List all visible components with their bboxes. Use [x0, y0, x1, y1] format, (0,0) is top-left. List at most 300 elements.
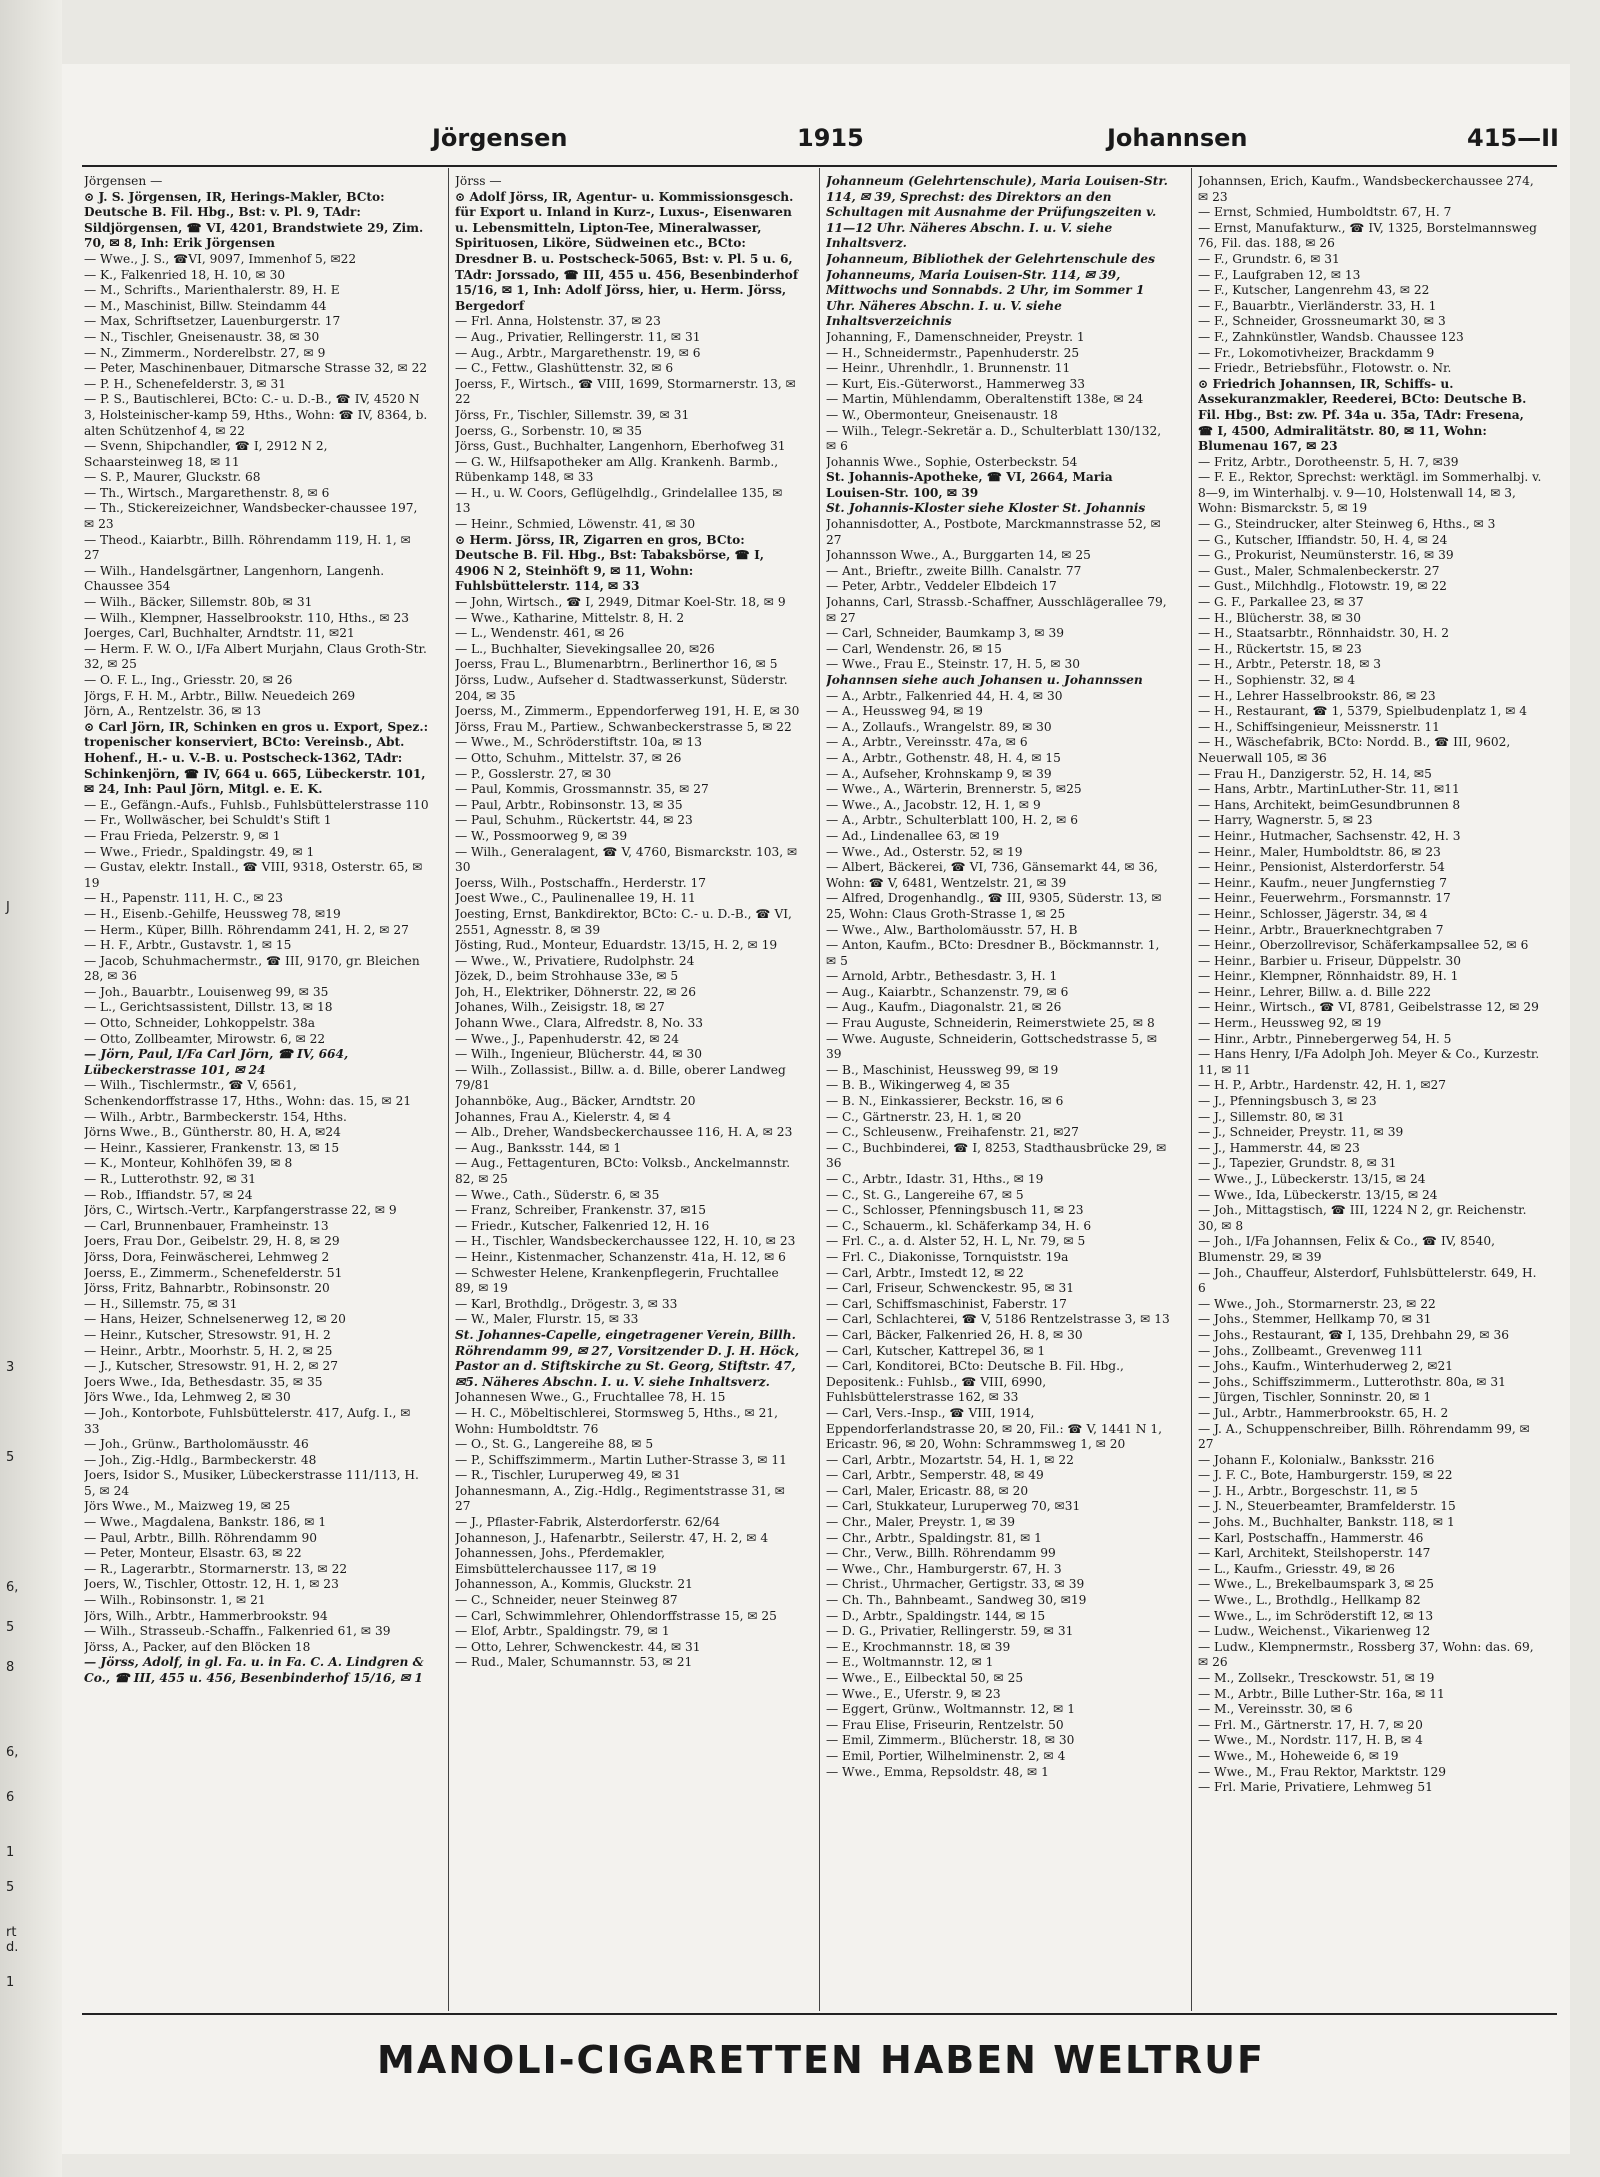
directory-entry: — C., Schleusenw., Freihafenstr. 21, ✉27 [826, 1125, 1079, 1140]
directory-entry: — Wilh., Generalagent, ☎ V, 4760, Bismarckstr. 103, ✉ 30 [455, 844, 798, 875]
directory-entry: — G., Steindrucker, alter Steinweg 6, Hths., ✉ 3 [1198, 517, 1496, 532]
directory-entry: — Otto, Schuhm., Mittelstr. 37, ✉ 26 [455, 750, 682, 765]
directory-entry: — E., Krochmannstr. 18, ✉ 39 [826, 1639, 1011, 1654]
directory-entry: — H. C., Möbeltischlerei, Stormsweg 5, Hths., ✉ 21, Wohn: Humboldtstr. 76 [455, 1405, 778, 1436]
directory-entry: — G. W., Hilfsapotheker am Allg. Krankenh. Barmb., Rübenkamp 148, ✉ 33 [455, 454, 779, 485]
directory-entry: — Jürgen, Tischler, Sonninstr. 20, ✉ 1 [1198, 1390, 1432, 1405]
directory-entry: — Friedr., Betriebsführ., Flotowstr. o. Nr. [1198, 361, 1452, 376]
directory-entry: ⊙ Herm. Jörss, IR, Zigarren en gros, BCto: Deutsche B. Fil. Hbg., Bst: Tabaksbörse, ☎ I, 4906 N 2, Steinhöft 9, ✉ 11, Wohn: Fuhlsbüttelerstr. 114, ✉ 33 [455, 532, 765, 594]
margin-glyph: 5 [6, 1880, 15, 1895]
directory-entry: — G., Kutscher, Iffiandstr. 50, H. 4, ✉ 24 [1198, 532, 1448, 547]
directory-entry: — Jacob, Schuhmachermstr., ☎ III, 9170, gr. Bleichen 28, ✉ 36 [84, 953, 420, 984]
directory-entry: — Karl, Postschaffn., Hammerstr. 46 [1198, 1530, 1424, 1545]
directory-entry: — Peter, Arbtr., Veddeler Elbdeich 17 [826, 579, 1057, 594]
directory-entry: — Kurt, Eis.-Güterworst., Hammerweg 33 [826, 376, 1086, 391]
directory-entry: — D. G., Privatier, Rellingerstr. 59, ✉ 31 [826, 1624, 1074, 1639]
directory-column-2 [455, 174, 800, 2009]
directory-entry: Joers, W., Tischler, Ottostr. 12, H. 1, ✉ 23 [84, 1577, 339, 1592]
directory-entry: — F., Bauarbtr., Vierländerstr. 33, H. 1 [1198, 298, 1437, 313]
directory-entry: Joest Wwe., C., Paulinenallee 19, H. 11 [455, 891, 696, 906]
directory-entry: — Joh., Grünw., Bartholomäusstr. 46 [84, 1437, 309, 1452]
directory-entry: — Otto, Zollbeamter, Mirowstr. 6, ✉ 22 [84, 1031, 326, 1046]
directory-entry: — Ad., Lindenallee 63, ✉ 19 [826, 828, 1000, 843]
directory-entry: — Emil, Portier, Wilhelminenstr. 2, ✉ 4 [826, 1748, 1066, 1763]
directory-entry: — R., Tischler, Luruperweg 49, ✉ 31 [455, 1468, 681, 1483]
directory-entry: — Heinr., Oberzollrevisor, Schäferkampsallee 52, ✉ 6 [1198, 938, 1529, 953]
directory-entry: — H. P., Arbtr., Hardenstr. 42, H. 1, ✉27 [1198, 1078, 1447, 1093]
directory-entry: — H., Lehrer Hasselbrookstr. 86, ✉ 23 [1198, 688, 1436, 703]
directory-entry: — Wilh., Handelsgärtner, Langenhorn, Langenh. Chaussee 354 [84, 563, 385, 594]
directory-entry: — H., Restaurant, ☎ 1, 5379, Spielbudenplatz 1, ✉ 4 [1198, 704, 1528, 719]
directory-entry: — Heinr., Feuerwehrm., Forsmannstr. 17 [1198, 891, 1451, 906]
directory-entry: — Wwe., M., Frau Rektor, Marktstr. 129 [1198, 1764, 1446, 1779]
directory-entry: — Aug., Arbtr., Margarethenstr. 19, ✉ 6 [455, 345, 701, 360]
directory-entry: — Wwe., W., Privatiere, Rudolphstr. 24 [455, 953, 695, 968]
margin-glyph: 6 [6, 1790, 15, 1805]
directory-entry: Joerss, F., Wirtsch., ☎ VIII, 1699, Stormarnerstr. 13, ✉ 22 [455, 376, 796, 407]
directory-entry: — Carl, Schlachterei, ☎ V, 5186 Rentzelstrasse 3, ✉ 13 [826, 1312, 1170, 1327]
directory-entry: Johann Wwe., Clara, Alfredstr. 8, No. 33 [455, 1016, 704, 1031]
directory-entry: — H., Staatsarbtr., Rönnhaidstr. 30, H. 2 [1198, 626, 1449, 641]
directory-entry: — G., Prokurist, Neumünsterstr. 16, ✉ 39 [1198, 548, 1454, 563]
directory-entry: — Elof, Arbtr., Spaldingstr. 79, ✉ 1 [455, 1624, 670, 1639]
directory-entry: — M., Maschinist, Billw. Steindamm 44 [84, 298, 327, 313]
directory-entry: — Wwe., J., Lübeckerstr. 13/15, ✉ 24 [1198, 1172, 1426, 1186]
directory-entry: — Carl, Konditorei, BCto: Deutsche B. Fil. Hbg., Depositenk.: Fuhlsb., ☎ VIII, 6990, Fuhlsbüttelerstrasse 162, ✉ 33 [826, 1359, 1124, 1405]
directory-entry: — Herm., Küper, Billh. Röhrendamm 241, H. 2, ✉ 27 [84, 922, 409, 937]
directory-entry: — Hinr., Arbtr., Pinnebergerweg 54, H. 5 [1198, 1031, 1452, 1046]
directory-entry: ⊙ J. S. Jörgensen, IR, Herings-Makler, BCto: Deutsche B. Fil. Hbg., Bst: v. Pl. 9, TAdr: Sildjörgensen, ☎ VI, 4201, Brandstwiete 29, Zim. 70, ✉ 8, Inh: Erik Jörgensen [84, 189, 424, 251]
directory-entry: — Wwe., M., Schröderstiftstr. 10a, ✉ 13 [455, 735, 702, 750]
directory-entry: — Carl, Arbtr., Semperstr. 48, ✉ 49 [826, 1468, 1044, 1483]
directory-entry: — Heinr., Maler, Humboldtstr. 86, ✉ 23 [1198, 844, 1441, 859]
directory-entry: Jörs Wwe., M., Maizweg 19, ✉ 25 [84, 1499, 291, 1514]
directory-entry: — C., Arbtr., Idastr. 31, Hths., ✉ 19 [826, 1172, 1044, 1186]
directory-entry: — Wwe., A., Jacobstr. 12, H. 1, ✉ 9 [826, 797, 1041, 812]
directory-entry: — Chr., Arbtr., Spaldingstr. 81, ✉ 1 [826, 1530, 1042, 1545]
directory-entry: — Wilh., Klempner, Hasselbrookstr. 110, Hths., ✉ 23 [84, 610, 409, 625]
directory-entry: — R., Lagerarbtr., Stormarnerstr. 13, ✉ 22 [84, 1561, 348, 1576]
directory-entry: — Paul, Arbtr., Robinsonstr. 13, ✉ 35 [455, 797, 683, 812]
directory-entry: — M., Arbtr., Bille Luther-Str. 16a, ✉ 11 [1198, 1686, 1445, 1701]
directory-entry: Jörss — [455, 174, 502, 188]
directory-entry: — N., Zimmerm., Norderelbstr. 27, ✉ 9 [84, 345, 326, 360]
directory-entry: — W., Maler, Flurstr. 15, ✉ 33 [455, 1312, 639, 1327]
directory-entry: — Wwe., Chr., Hamburgerstr. 67, H. 3 [826, 1561, 1062, 1576]
directory-entry: Johannesson, A., Kommis, Gluckstr. 21 [455, 1577, 693, 1592]
directory-entry: — Wilh., Zollassist., Billw. a. d. Bille, oberer Landweg 79/81 [455, 1062, 786, 1093]
directory-entry: — A., Arbtr., Falkenried 44, H. 4, ✉ 30 [826, 688, 1063, 703]
directory-entry: — Aug., Privatier, Rellingerstr. 11, ✉ 31 [455, 329, 701, 344]
directory-entry: — Johs., Stemmer, Hellkamp 70, ✉ 31 [1198, 1312, 1432, 1327]
directory-entry: — Ant., Brieftr., zweite Billh. Canalstr. 77 [826, 563, 1082, 578]
directory-entry: — Martin, Mühlendamm, Oberaltenstift 138e, ✉ 24 [826, 392, 1144, 407]
directory-entry: — J. H., Arbtr., Borgeschstr. 11, ✉ 5 [1198, 1483, 1418, 1498]
directory-entry: — M., Schrifts., Marienthalerstr. 89, H. E [84, 283, 340, 298]
directory-entry: — Wwe. Auguste, Schneiderin, Gottschedstrasse 5, ✉ 39 [826, 1031, 1158, 1062]
directory-entry: — Carl, Friseur, Schwenckestr. 95, ✉ 31 [826, 1281, 1075, 1296]
directory-entry: — A., Heussweg 94, ✉ 19 [826, 704, 983, 719]
directory-entry: — Th., Wirtsch., Margarethenstr. 8, ✉ 6 [84, 485, 330, 500]
directory-entry: — Wwe., J., Papenhuderstr. 42, ✉ 24 [455, 1031, 679, 1046]
directory-entry: — Aug., Fettagenturen, BCto: Volksb., Anckelmannstr. 82, ✉ 25 [455, 1156, 791, 1186]
directory-entry: — F. E., Rektor, Sprechst: werktägl. im Sommerhalbj. v. 8—9, im Winterhalbj. v. 9—10, Holstenwall 14, ✉ 3, Wohn: Bismarckstr. 5, ✉ 19 [1198, 470, 1542, 516]
directory-entry: — Carl, Schneider, Baumkamp 3, ✉ 39 [826, 626, 1064, 641]
directory-entry: — Ludw., Weichenst., Vikarienweg 12 [1198, 1624, 1431, 1639]
header-page-number: 415—II [1467, 124, 1559, 152]
page-header [82, 124, 1560, 162]
directory-entry: — P., Schiffszimmerm., Martin Luther-Strasse 3, ✉ 11 [455, 1452, 787, 1467]
directory-entry: — Wwe., L., im Schröderstift 12, ✉ 13 [1198, 1608, 1434, 1623]
directory-entry: Jörss, A., Packer, auf den Blöcken 18 [84, 1639, 311, 1654]
margin-glyph: 3 [6, 1360, 15, 1375]
directory-entry: — Carl, Brunnenbauer, Framheinstr. 13 [84, 1218, 329, 1233]
directory-entry: — Joh., Zig.-Hdlg., Barmbeckerstr. 48 [84, 1452, 317, 1467]
directory-entry: — H., Tischler, Wandsbeckerchaussee 122, H. 10, ✉ 23 [455, 1234, 796, 1249]
directory-entry: Joerss, M., Zimmerm., Eppendorferweg 191, H. E, ✉ 30 [455, 704, 800, 719]
directory-entry: Joerss, G., Sorbenstr. 10, ✉ 35 [455, 423, 643, 438]
directory-entry: — Heinr., Pensionist, Alsterdorferstr. 54 [1198, 860, 1445, 875]
directory-entry: — E., Woltmannstr. 12, ✉ 1 [826, 1655, 994, 1670]
directory-entry: — Carl, Bäcker, Falkenried 26, H. 8, ✉ 30 [826, 1327, 1083, 1342]
directory-entry: — Herm., Heussweg 92, ✉ 19 [1198, 1016, 1382, 1031]
directory-entry: — Theod., Kaiarbtr., Billh. Röhrendamm 119, H. 1, ✉ 27 [84, 532, 411, 563]
directory-entry: — Wwe., Ida, Lübeckerstr. 13/15, ✉ 24 [1198, 1187, 1438, 1202]
directory-entry: — H., Rückertstr. 15, ✉ 23 [1198, 641, 1362, 656]
directory-entry: — Carl, Vers.-Insp., ☎ VIII, 1914, Eppendorferlandstrasse 20, ✉ 20, Fil.: ☎ V, 1441 N 1, Ericastr. 96, ✉ 20, Wohn: Schrammsweg 1, ✉ 20 [826, 1405, 1162, 1452]
directory-entry: — C., Buchbinderei, ☎ I, 8253, Stadthausbrücke 29, ✉ 36 [826, 1140, 1167, 1171]
directory-entry: Jörns Wwe., B., Güntherstr. 80, H. A, ✉24 [84, 1125, 341, 1140]
directory-entry: Jörss, Frau M., Partiew., Schwanbeckerstrasse 5, ✉ 22 [455, 719, 792, 734]
directory-entry: — Heinr., Wirtsch., ☎ VI, 8781, Geibelstrasse 12, ✉ 29 [1198, 1000, 1539, 1015]
directory-entry: Johanns, Carl, Strassb.-Schaffner, Ausschlägerallee 79, ✉ 27 [826, 595, 1167, 625]
directory-entry: Jörss, Dora, Feinwäscherei, Lehmweg 2 [84, 1249, 330, 1264]
directory-entry: — H., Wäschefabrik, BCto: Nordd. B., ☎ III, 9602, Neuerwall 105, ✉ 36 [1198, 735, 1511, 765]
directory-entry: Johanneum (Gelehrtenschule), Maria Louisen-Str. 114, ✉ 39, Sprechst: des Direktors an den Schultagen mit Ausnahme der Prüfungszeiten v. 11—12 Uhr. Näheres Abschn. I. u. V. siehe Inhaltsverz. [826, 174, 1168, 251]
directory-entry: Johanneum, Bibliothek der Gelehrtenschule des Johanneums, Maria Louisen-Str. 114, ✉ 39, Mittwochs und Sonnabds. 2 Uhr, im Sommer 1 Uhr. Näheres Abschn. I. u. V. siehe Inhaltsverzeichnis [826, 251, 1155, 329]
directory-entry: Jörs Wwe., Ida, Lehmweg 2, ✉ 30 [84, 1390, 291, 1405]
directory-entry: — Wwe., J. S., ☎VI, 9097, Immenhof 5, ✉22 [84, 251, 357, 266]
directory-entry: — Paul, Kommis, Grossmannstr. 35, ✉ 27 [455, 782, 709, 797]
directory-entry: — Heinr., Schlosser, Jägerstr. 34, ✉ 4 [1198, 906, 1428, 921]
directory-entry: — Aug., Kaiarbtr., Schanzenstr. 79, ✉ 6 [826, 984, 1069, 999]
directory-entry: — Albert, Bäckerei, ☎ VI, 736, Gänsemarkt 44, ✉ 36, Wohn: ☎ V, 6481, Wentzelstr. 21, ✉ 39 [826, 860, 1158, 890]
directory-entry: — Joh., Mittagstisch, ☎ III, 1224 N 2, gr. Reichenstr. 30, ✉ 8 [1198, 1203, 1527, 1233]
directory-entry: — Heinr., Arbtr., Brauerknechtgraben 7 [1198, 922, 1444, 937]
directory-entry: — Ch. Th., Bahnbeamt., Sandweg 30, ✉19 [826, 1593, 1087, 1608]
directory-entry: — A., Arbtr., Schulterblatt 100, H. 2, ✉ 6 [826, 813, 1078, 828]
directory-entry: ⊙ Adolf Jörss, IR, Agentur- u. Kommissionsgesch. für Export u. Inland in Kurz-, Luxus-, Eisenwaren u. Lebensmitteln, Lipton-Tee, Mineralwasser, Spirituosen, Liköre, Südweinen etc., BCto: Dresdner B. u. Postscheck-5065, Bst: v. Pl. 5 u. 6, TAdr: Jorssado, ☎ III, 455 u. 456, Besenbinderhof 15/16, ✉ 1, Inh: Adolf Jörss, hier, u. Herm. Jörss, Bergedorf [455, 189, 799, 313]
directory-entry: — L., Buchhalter, Sievekingsallee 20, ✉26 [455, 641, 715, 656]
directory-entry: Johannesen Wwe., G., Fruchtallee 78, H. 15 [455, 1390, 726, 1405]
directory-entry: — C., Gärtnerstr. 23, H. 1, ✉ 20 [826, 1109, 1022, 1124]
header-rule [82, 165, 1557, 167]
directory-entry: Johannböke, Aug., Bäcker, Arndtstr. 20 [455, 1094, 696, 1109]
directory-entry: — C., Schlosser, Pfenningsbusch 11, ✉ 23 [826, 1203, 1084, 1218]
directory-entry: — Wilh., Robinsonstr. 1, ✉ 21 [84, 1593, 266, 1608]
directory-entry: — A., Zollaufs., Wrangelstr. 89, ✉ 30 [826, 719, 1052, 734]
directory-entry: — Christ., Uhrmacher, Gertigstr. 33, ✉ 39 [826, 1577, 1085, 1592]
directory-entry: — Johs. M., Buchhalter, Bankstr. 118, ✉ 1 [1198, 1515, 1455, 1530]
directory-entry: Johanneson, J., Hafenarbtr., Seilerstr. 47, H. 2, ✉ 4 [455, 1530, 769, 1545]
directory-entry: — H., Eisenb.-Gehilfe, Heussweg 78, ✉19 [84, 906, 341, 921]
directory-entry: — Joh., Chauffeur, Alsterdorf, Fuhlsbüttelerstr. 649, H. 6 [1198, 1265, 1537, 1296]
header-left-name: Jörgensen [432, 124, 568, 152]
directory-entry: — Johs., Zollbeamt., Grevenweg 111 [1198, 1343, 1424, 1358]
directory-entry: — O. F. L., Ing., Griesstr. 20, ✉ 26 [84, 673, 293, 687]
directory-entry: Jörss, Fr., Tischler, Sillemstr. 39, ✉ 31 [455, 407, 690, 422]
directory-entry: — Hans Henry, I/Fa Adolph Joh. Meyer & Co., Kurzestr. 11, ✉ 11 [1198, 1047, 1540, 1077]
directory-entry: Jörgs, F. H. M., Arbtr., Billw. Neuedeich 269 [84, 688, 356, 703]
directory-entry: — Heinr., Uhrenhdlr., 1. Brunnenstr. 11 [826, 361, 1071, 376]
directory-entry: Johannes, Frau A., Kielerstr. 4, ✉ 4 [455, 1109, 671, 1124]
directory-entry: — J., Sillemstr. 80, ✉ 31 [1198, 1109, 1345, 1124]
directory-entry: — Wwe., Frau E., Steinstr. 17, H. 5, ✉ 30 [826, 657, 1080, 672]
directory-entry: — A., Arbtr., Gothenstr. 48, H. 4, ✉ 15 [826, 750, 1061, 765]
directory-entry: — H., Arbtr., Peterstr. 18, ✉ 3 [1198, 657, 1382, 672]
directory-entry: — Aug., Kaufm., Diagonalstr. 21, ✉ 26 [826, 1000, 1062, 1015]
directory-entry: — P., Gosslerstr. 27, ✉ 30 [455, 766, 612, 781]
directory-entry: Joers, Isidor S., Musiker, Lübeckerstrasse 111/113, H. 5, ✉ 24 [84, 1468, 419, 1498]
directory-entry: Jörs, C., Wirtsch.-Vertr., Karpfangerstrasse 22, ✉ 9 [84, 1203, 397, 1218]
directory-entry: — Otto, Lehrer, Schwenckestr. 44, ✉ 31 [455, 1639, 701, 1654]
directory-entry: — Jörss, Adolf, in gl. Fa. u. in Fa. C. A. Lindgren & Co., ☎ III, 455 u. 456, Besenbinderhof 15/16, ✉ 1 [84, 1655, 424, 1685]
directory-entry: — Gust., Maler, Schmalenbeckerstr. 27 [1198, 563, 1440, 578]
directory-entry: — Frl. Marie, Privatiere, Lehmweg 51 [1198, 1780, 1433, 1795]
directory-entry: — H., Sophienstr. 32, ✉ 4 [1198, 673, 1356, 687]
directory-entry: — Joh., I/Fa Johannsen, Felix & Co., ☎ IV, 8540, Blumenstr. 29, ✉ 39 [1198, 1234, 1496, 1264]
directory-entry: — Wilh., Tischlermstr., ☎ V, 6561, Schenkendorffstrasse 17, Hths., Wohn: das. 15, ✉ 21 [84, 1078, 412, 1109]
directory-entry: — J. A., Schuppenschreiber, Billh. Röhrendamm 99, ✉ 27 [1198, 1421, 1530, 1452]
directory-entry: — Wilh., Strasseub.-Schaffn., Falkenried 61, ✉ 39 [84, 1624, 391, 1639]
directory-entry: — J., Kutscher, Stresowstr. 91, H. 2, ✉ 27 [84, 1359, 339, 1374]
directory-entry: — Anton, Kaufm., BCto: Dresdner B., Böckmannstr. 1, ✉ 5 [826, 938, 1160, 968]
directory-entry: — M., Vereinsstr. 30, ✉ 6 [1198, 1702, 1353, 1717]
directory-entry: Jörgensen — [84, 174, 163, 188]
margin-glyph: d. [6, 1940, 19, 1955]
directory-entry: — Wilh., Arbtr., Barmbeckerstr. 154, Hths. [84, 1109, 347, 1124]
directory-entry: — Frl. M., Gärtnerstr. 17, H. 7, ✉ 20 [1198, 1717, 1423, 1732]
directory-entry: — Hans, Architekt, beimGesundbrunnen 8 [1198, 797, 1461, 812]
directory-entry: — Heinr., Kutscher, Stresowstr. 91, H. 2 [84, 1327, 331, 1342]
directory-entry: Joerss, Frau L., Blumenarbtrn., Berlinerthor 16, ✉ 5 [455, 657, 778, 672]
directory-entry: St. Johannis-Kloster siehe Kloster St. Johannis [826, 501, 1146, 516]
directory-entry: — L., Wendenstr. 461, ✉ 26 [455, 626, 625, 641]
directory-entry: — Wilh., Telegr.-Sekretär a. D., Schulterblatt 130/132, ✉ 6 [826, 423, 1162, 454]
directory-entry: — Arnold, Arbtr., Bethesdastr. 3, H. 1 [826, 969, 1058, 984]
directory-entry: — Johs., Restaurant, ☎ I, 135, Drehbahn 29, ✉ 36 [1198, 1327, 1510, 1342]
directory-entry: — Ernst, Manufakturw., ☎ IV, 1325, Borstelmannsweg 76, Fil. das. 188, ✉ 26 [1198, 220, 1537, 251]
directory-entry: — Frau Auguste, Schneiderin, Reimerstwiete 25, ✉ 8 [826, 1016, 1155, 1031]
directory-entry: — F., Grundstr. 6, ✉ 31 [1198, 251, 1340, 266]
directory-entry: — Carl, Stukkateur, Luruperweg 70, ✉31 [826, 1499, 1081, 1514]
directory-entry: — Wwe., Cath., Süderstr. 6, ✉ 35 [455, 1187, 660, 1202]
directory-entry: — Heinr., Lehrer, Billw. a. d. Bille 222 [1198, 984, 1432, 999]
directory-entry: — Peter, Maschinenbauer, Ditmarsche Strasse 32, ✉ 22 [84, 361, 428, 376]
directory-entry: — B. N., Einkassierer, Beckstr. 16, ✉ 6 [826, 1094, 1064, 1109]
directory-entry: — S. P., Maurer, Gluckstr. 68 [84, 470, 261, 485]
directory-entry: — Heinr., Arbtr., Moorhstr. 5, H. 2, ✉ 25 [84, 1343, 333, 1358]
directory-entry: — Ludw., Klempnermstr., Rossberg 37, Wohn: das. 69, ✉ 26 [1198, 1639, 1534, 1670]
directory-entry: — Carl, Kutscher, Kattrepel 36, ✉ 1 [826, 1343, 1046, 1358]
directory-entry: — J., Pflaster-Fabrik, Alsterdorferstr. 62/64 [455, 1515, 720, 1530]
directory-entry: — W., Possmoorweg 9, ✉ 39 [455, 828, 628, 843]
directory-entry: — N., Tischler, Gneisenaustr. 38, ✉ 30 [84, 329, 320, 344]
directory-entry: Joerss, E., Zimmerm., Schenefelderstr. 51 [84, 1265, 343, 1280]
directory-entry: — R., Lutterothstr. 92, ✉ 31 [84, 1172, 256, 1186]
directory-entry: Johanning, F., Damenschneider, Preystr. 1 [826, 329, 1085, 344]
directory-entry: — H., u. W. Coors, Geflügelhdlg., Grindelallee 135, ✉ 13 [455, 485, 783, 516]
directory-entry: — Eggert, Grünw., Woltmannstr. 12, ✉ 1 [826, 1702, 1075, 1717]
directory-entry: — Frl. Anna, Holstenstr. 37, ✉ 23 [455, 314, 661, 329]
directory-entry: — Svenn, Shipchandler, ☎ I, 2912 N 2, Schaarsteinweg 18, ✉ 11 [84, 439, 328, 469]
directory-entry: — Wilh., Ingenieur, Blücherstr. 44, ✉ 30 [455, 1047, 703, 1062]
directory-entry: — Heinr., Kassierer, Frankenstr. 13, ✉ 15 [84, 1140, 340, 1155]
directory-entry: Johanes, Wilh., Zeisigstr. 18, ✉ 27 [455, 1000, 665, 1015]
directory-column-3 [826, 174, 1171, 2009]
directory-entry: — Franz, Schreiber, Frankenstr. 37, ✉15 [455, 1203, 707, 1218]
directory-entry: — C., Fettw., Glashüttenstr. 32, ✉ 6 [455, 361, 674, 376]
directory-entry: — Ernst, Schmied, Humboldtstr. 67, H. 7 [1198, 205, 1452, 220]
directory-entry: — Paul, Schuhm., Rückertstr. 44, ✉ 23 [455, 813, 693, 828]
directory-entry: — Carl, Arbtr., Mozartstr. 54, H. 1, ✉ 22 [826, 1452, 1074, 1467]
directory-entry: — Aug., Banksstr. 144, ✉ 1 [455, 1140, 622, 1155]
directory-entry: — Gust., Milchhdlg., Flotowstr. 19, ✉ 22 [1198, 579, 1447, 594]
directory-entry: Jörss, Gust., Buchhalter, Langenhorn, Eberhofweg 31 [455, 439, 786, 454]
directory-entry: — Carl, Schiffsmaschinist, Faberstr. 17 [826, 1296, 1067, 1311]
footer-rule [82, 2013, 1557, 2015]
directory-entry: — Wwe., Friedr., Spaldingstr. 49, ✉ 1 [84, 844, 315, 859]
directory-entry: — Peter, Monteur, Elsastr. 63, ✉ 22 [84, 1546, 302, 1561]
directory-entry: — Wilh., Bäcker, Sillemstr. 80b, ✉ 31 [84, 595, 313, 610]
directory-entry: Johannesmann, A., Zig.-Hdlg., Regimentstrasse 31, ✉ 27 [455, 1483, 786, 1514]
margin-glyph: 5 [6, 1450, 15, 1465]
directory-entry: — Fritz, Arbtr., Dorotheenstr. 5, H. 7, ✉39 [1198, 454, 1459, 469]
directory-entry: Jösting, Rud., Monteur, Eduardstr. 13/15, H. 2, ✉ 19 [455, 938, 778, 953]
directory-entry: — Johs., Kaufm., Winterhuderweg 2, ✉21 [1198, 1359, 1453, 1374]
column-divider [448, 168, 449, 2011]
directory-entry: — P. H., Schenefelderstr. 3, ✉ 31 [84, 376, 287, 391]
directory-entry: — F., Laufgraben 12, ✉ 13 [1198, 267, 1361, 282]
directory-entry: ⊙ Friedrich Johannsen, IR, Schiffs- u. Assekuranzmakler, Reederei, BCto: Deutsche B. Fil. Hbg., Bst: zw. Pf. 34a u. 35a, TAdr: Fresena, ☎ I, 4500, Admiralitätstr. 80, ✉ 11, Wohn: Blumenau 167, ✉ 23 [1198, 376, 1527, 454]
directory-entry: — P. S., Bautischlerei, BCto: C.- u. D.-B., ☎ IV, 4520 N 3, Holsteinischer-kamp 59, Hths., Wohn: ☎ IV, 8364, b. alten Schützenhof 4, ✉ 22 [84, 392, 428, 438]
directory-entry: — John, Wirtsch., ☎ I, 2949, Ditmar Koel-Str. 18, ✉ 9 [455, 595, 786, 610]
directory-entry: — Carl, Maler, Ericastr. 88, ✉ 20 [826, 1483, 1029, 1498]
header-year: 1915 [797, 124, 864, 152]
directory-entry: — Chr., Maler, Preystr. 1, ✉ 39 [826, 1515, 1016, 1530]
margin-glyph: 6, [6, 1580, 19, 1595]
directory-entry: Johannsen siehe auch Johansen u. Johannssen [826, 673, 1143, 687]
footer-advert: MANOLI-CIGARETTEN HABEN WELTRUF [377, 2038, 1265, 2082]
directory-entry: — Johann F., Kolonialw., Banksstr. 216 [1198, 1452, 1435, 1467]
directory-entry: — Rud., Maler, Schumannstr. 53, ✉ 21 [455, 1655, 693, 1670]
directory-entry: Johannsson Wwe., A., Burggarten 14, ✉ 25 [826, 548, 1091, 563]
directory-entry: — A., Aufseher, Krohnskamp 9, ✉ 39 [826, 766, 1052, 781]
directory-entry: — F., Zahnkünstler, Wandsb. Chaussee 123 [1198, 329, 1464, 344]
directory-entry: — Fr., Wollwäscher, bei Schuldt's Stift 1 [84, 813, 332, 828]
directory-entry: St. Johannis-Apotheke, ☎ VI, 2664, Maria Louisen-Str. 100, ✉ 39 [826, 470, 1113, 500]
directory-entry: — Jul., Arbtr., Hammerbrookstr. 65, H. 2 [1198, 1405, 1449, 1420]
directory-entry: — Alfred, Drogenhandlg., ☎ III, 9305, Süderstr. 13, ✉25, Wohn: Claus Groth-Strasse 1, ✉ 25 [826, 891, 1162, 921]
directory-entry: — Chr., Verw., Billh. Röhrendamm 99 [826, 1546, 1056, 1561]
directory-entry: — Heinr., Barbier u. Friseur, Düppelstr. 30 [1198, 953, 1461, 968]
directory-entry: — L., Kaufm., Griesstr. 49, ✉ 26 [1198, 1561, 1395, 1576]
directory-entry: — Alb., Dreher, Wandsbeckerchaussee 116, H. A, ✉ 23 [455, 1125, 793, 1140]
directory-entry: — Wwe., Magdalena, Bankstr. 186, ✉ 1 [84, 1515, 327, 1530]
directory-entry: — Frau Elise, Friseurin, Rentzelstr. 50 [826, 1717, 1064, 1732]
directory-entry: — Wwe., M., Nordstr. 117, H. B, ✉ 4 [1198, 1733, 1423, 1748]
directory-entry: — C., Schauerm., kl. Schäferkamp 34, H. 6 [826, 1218, 1092, 1233]
directory-entry: — Paul, Arbtr., Billh. Röhrendamm 90 [84, 1530, 317, 1545]
directory-entry: — H., Papenstr. 111, H. C., ✉ 23 [84, 891, 283, 906]
directory-entry: — Joh., Kontorbote, Fuhlsbüttelerstr. 417, Aufg. I., ✉ 33 [84, 1405, 411, 1436]
directory-entry: — W., Obermonteur, Gneisenaustr. 18 [826, 407, 1058, 422]
margin-glyph: 5 [6, 1620, 15, 1635]
directory-entry: — Carl, Wendenstr. 26, ✉ 15 [826, 641, 1002, 656]
margin-glyph: 8 [6, 1660, 15, 1675]
directory-entry: — Wwe., A., Wärterin, Brennerstr. 5, ✉25 [826, 782, 1082, 797]
directory-entry: — J., Pfenningsbusch 3, ✉ 23 [1198, 1094, 1377, 1109]
directory-entry: — Hans, Arbtr., MartinLuther-Str. 11, ✉11 [1198, 782, 1460, 797]
directory-entry: — Fr., Lokomotivheizer, Brackdamm 9 [1198, 345, 1435, 360]
directory-entry: — H., Blücherstr. 38, ✉ 30 [1198, 610, 1361, 625]
directory-entry: — Jörn, Paul, I/Fa Carl Jörn, ☎ IV, 664, Lübeckerstrasse 101, ✉ 24 [84, 1047, 349, 1077]
directory-entry: — M., Zollsekr., Tresckowstr. 51, ✉ 19 [1198, 1671, 1435, 1685]
directory-entry: — F., Kutscher, Langenrehm 43, ✉ 22 [1198, 283, 1430, 298]
directory-entry: — Wwe., L., Brothdlg., Hellkamp 82 [1198, 1593, 1421, 1608]
directory-entry: Joh, H., Elektriker, Döhnerstr. 22, ✉ 26 [455, 984, 696, 999]
directory-entry: Jözek, D., beim Strohhause 33e, ✉ 5 [455, 969, 679, 984]
directory-entry: — Frl. C., a. d. Alster 52, H. L, Nr. 79, ✉ 5 [826, 1234, 1086, 1249]
directory-entry: Joesting, Ernst, Bankdirektor, BCto: C.- u. D.-B., ☎ VI, 2551, Agnesstr. 8, ✉ 39 [455, 906, 792, 937]
directory-entry: — Heinr., Schmied, Löwenstr. 41, ✉ 30 [455, 517, 696, 532]
directory-entry: — D., Arbtr., Spaldingstr. 144, ✉ 15 [826, 1608, 1046, 1623]
directory-entry: St. Johannes-Capelle, eingetragener Verein, Billh. Röhrendamm 99, ✉ 27, Vorsitzender D. J. H. Höck, Pastor an d. Stiftskirche zu St. Georg, Stiftstr. 47, ✉5. Näheres Abschn. I. u. V. siehe Inhaltsverz. [455, 1327, 800, 1389]
directory-entry: — Frau Frieda, Pelzerstr. 9, ✉ 1 [84, 828, 281, 843]
directory-entry: Johannessen, Johs., Pferdemakler, Eimsbüttelerchaussee 117, ✉ 19 [455, 1546, 665, 1576]
directory-entry: — K., Falkenried 18, H. 10, ✉ 30 [84, 267, 286, 282]
directory-entry: — C., St. G., Langereihe 67, ✉ 5 [826, 1187, 1024, 1202]
directory-entry: — J., Schneider, Preystr. 11, ✉ 39 [1198, 1125, 1404, 1140]
directory-entry: — Carl, Arbtr., Imstedt 12, ✉ 22 [826, 1265, 1024, 1280]
directory-entry: — Harry, Wagnerstr. 5, ✉ 23 [1198, 813, 1373, 828]
directory-entry: — G. F., Parkallee 23, ✉ 37 [1198, 595, 1364, 610]
directory-entry: ⊙ Carl Jörn, IR, Schinken en gros u. Export, Spez.: tropenischer konserviert, BCto: Vereinsb., Abt. Hohenf., H.- u. V.-B. u. Postscheck-1362, TAdr: Schinkenjörn, ☎ IV, 664 u. 665, Lübeckerstr. 101, ✉ 24, Inh: Paul Jörn, Mitgl. e. E. K. [84, 719, 429, 797]
directory-entry: Joers Wwe., Ida, Bethesdastr. 35, ✉ 35 [84, 1374, 323, 1389]
directory-entry: — Otto, Schneider, Lohkoppelstr. 38a [84, 1016, 316, 1031]
column-divider [819, 168, 820, 2011]
directory-entry: — Wwe., Joh., Stormarnerstr. 23, ✉ 22 [1198, 1296, 1436, 1311]
directory-entry: — H., Schiffsingenieur, Meissnerstr. 11 [1198, 719, 1440, 734]
directory-entry: — Karl, Architekt, Steilshoperstr. 147 [1198, 1546, 1431, 1561]
directory-entry: — Hans, Heizer, Schnelsenerweg 12, ✉ 20 [84, 1312, 346, 1327]
directory-entry: — B., Maschinist, Heussweg 99, ✉ 19 [826, 1062, 1059, 1077]
directory-entry: — O., St. G., Langereihe 88, ✉ 5 [455, 1437, 654, 1452]
directory-entry: — Herm. F. W. O., I/Fa Albert Murjahn, Claus Groth-Str. 32, ✉ 25 [84, 641, 427, 672]
directory-entry: — Wwe., E., Eilbecktal 50, ✉ 25 [826, 1671, 1024, 1685]
header-right-name: Johannsen [1107, 124, 1248, 152]
directory-entry: Jörn, A., Rentzelstr. 36, ✉ 13 [84, 704, 261, 719]
directory-entry: — Max, Schriftsetzer, Lauenburgerstr. 17 [84, 314, 341, 329]
directory-entry: — Frau H., Danzigerstr. 52, H. 14, ✉5 [1198, 766, 1432, 781]
directory-entry: — Carl, Schwimmlehrer, Ohlendorffstrasse 15, ✉ 25 [455, 1608, 777, 1623]
directory-entry: — Rob., Iffiandstr. 57, ✉ 24 [84, 1187, 253, 1202]
directory-entry: — C., Schneider, neuer Steinweg 87 [455, 1593, 678, 1608]
directory-entry: — A., Arbtr., Vereinsstr. 47a, ✉ 6 [826, 735, 1028, 750]
directory-entry: Johannsen, Erich, Kaufm., Wandsbeckerchaussee 274, ✉ 23 [1198, 174, 1534, 204]
directory-entry: — H., Sillemstr. 75, ✉ 31 [84, 1296, 238, 1311]
column-divider [1191, 168, 1192, 2011]
